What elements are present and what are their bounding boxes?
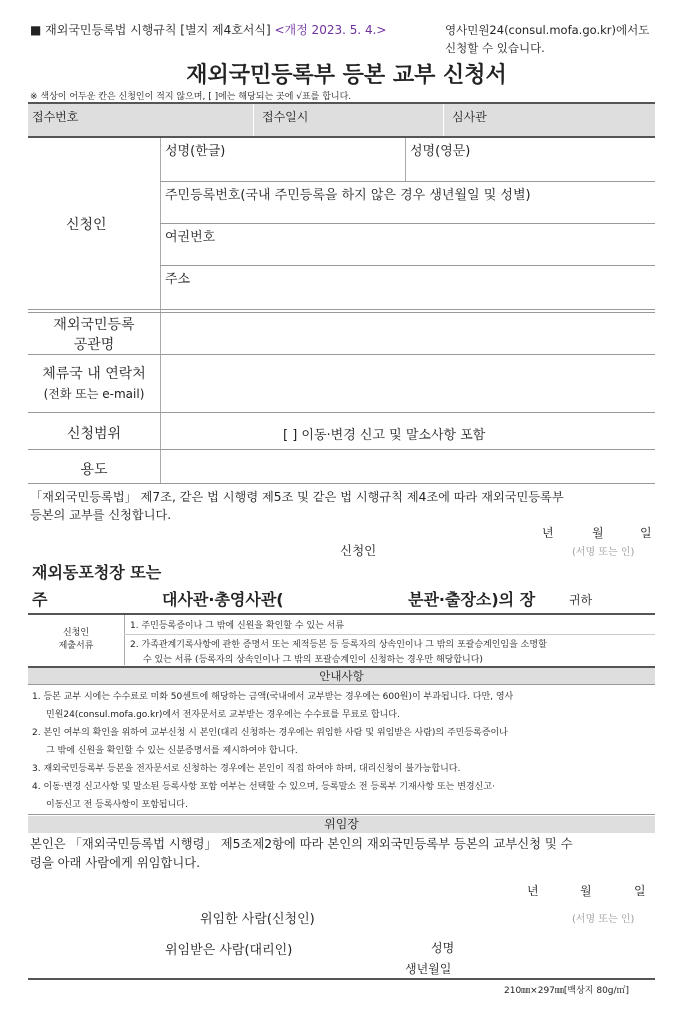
purpose-label: 용도 (80, 462, 108, 478)
online-notice-line2: 신청할 수 있습니다. (445, 41, 545, 55)
documents-label-line1: 신청인 (62, 628, 90, 638)
guide-item-1-line1: 1. 등본 교부 시에는 수수료로 미화 50센트에 해당하는 금액(국내에서 교부받는 경우에는 600원)이 부과됩니다. 다만, 영사 (32, 692, 514, 702)
delegator-label: 위임한 사람(신청인) (200, 912, 315, 927)
form-ref-text: ■ 재외국민등록법 시행규칙 [별지 제4호서식] (30, 23, 271, 37)
recipient-honorific: 귀하 (569, 593, 593, 607)
declaration-month: 월 (592, 526, 604, 540)
mission-input[interactable] (162, 314, 652, 352)
delegation-line2: 령을 아래 사람에게 위임합니다. (30, 856, 201, 870)
recipient-line1: 재외동포청장 또는 (32, 563, 162, 582)
mission-label-line1: 재외국민등록 (53, 317, 135, 333)
delegation-day: 일 (634, 884, 646, 898)
scope-checkbox-option[interactable]: [ ] 이동·변경 신고 및 말소사항 포함 (283, 428, 486, 443)
guide-item-3: 3. 재외국민등록부 등본을 전자문서로 신청하는 경우에는 본인이 직접 하여야 하며, 대리신청이 불가능합니다. (32, 764, 461, 774)
name-korean-field[interactable]: 성명(한글) (165, 144, 226, 159)
instruction-note: ※ 색상이 어두운 칸은 신청인이 적지 않으며, [ ]에는 해당되는 곳에 √표를 합니다. (30, 92, 352, 102)
mission-label-line2: 공관명 (73, 337, 115, 353)
document-item-1: 1. 주민등록증이나 그 밖에 신원을 확인할 수 있는 서류 (130, 621, 345, 631)
online-notice (445, 21, 649, 57)
delegation-text (30, 835, 573, 873)
delegation-line1: 본인은 「재외국민등록법 시행령」 제5조제2항에 따라 본인의 재외국민등록부 등본의 교부신청 및 수 (30, 837, 573, 851)
documents-label (28, 627, 124, 653)
page-title: 재외국민등록부 등본 교부 신청서 (186, 63, 507, 88)
delegator-signature-field[interactable]: (서명 또는 인) (572, 914, 635, 925)
purpose-input[interactable] (162, 451, 652, 482)
receipt-number-label: 접수번호 (32, 110, 79, 124)
declaration-line1: 「재외국민등록법」 제7조, 같은 법 시행령 제5조 및 같은 법 시행규칙 제4조에 따라 재외국민등록부 (30, 490, 564, 504)
office-use-row (28, 104, 655, 136)
guide-item-1-line2: 민원24(consul.mofa.go.kr)에서 전자문서로 교부받는 경우에는 수수료를 무료로 합니다. (46, 710, 400, 720)
paper-spec-footer: 210㎜×297㎜[백상지 80g/㎡] (504, 986, 630, 996)
declaration-text (30, 488, 564, 524)
address-field[interactable]: 주소 (165, 272, 191, 287)
delegation-month: 월 (580, 884, 592, 898)
guide-item-4-line2: 이동신고 전 등록사항이 포함됩니다. (46, 800, 188, 810)
contact-label (28, 364, 160, 404)
guide-title: 안내사항 (28, 668, 655, 684)
revision-date: <개정 2023. 5. 4.> (274, 23, 387, 37)
guide-item-2-line2: 그 밖에 신원을 확인할 수 있는 신분증명서를 제시하여야 합니다. (46, 746, 298, 756)
passport-number-field[interactable]: 여권번호 (165, 230, 216, 245)
document-item-2-line1: 2. 가족관계기록사항에 관한 증명서 또는 제적등본 등 등록자의 상속인이나 그 밖의 포괄승계인임을 소명할 (130, 640, 547, 650)
delegation-title: 위임장 (28, 816, 655, 833)
applicant-section-label: 신청인 (66, 217, 107, 233)
delegation-year: 년 (527, 884, 539, 898)
name-english-field[interactable]: 성명(영문) (410, 144, 471, 159)
scope-label: 신청범위 (66, 426, 122, 442)
declaration-signature-field[interactable]: (서명 또는 인) (572, 547, 635, 558)
receipt-date-label: 접수일시 (262, 110, 309, 124)
declaration-year: 년 (542, 526, 554, 540)
recipient-branch: 분관·출장소)의 장 (408, 590, 536, 609)
delegatee-birthdate-field[interactable]: 생년월일 (405, 962, 452, 976)
resident-number-field[interactable]: 주민등록번호(국내 주민등록을 하지 않은 경우 생년월일 및 성별) (165, 188, 531, 203)
recipient-mission-type: 대사관·총영사관( (162, 590, 284, 609)
recipient-prefix: 주 (32, 590, 48, 609)
declaration-line2: 등본의 교부를 신청합니다. (30, 508, 172, 522)
mission-label (28, 315, 160, 355)
reviewer-label: 심사관 (452, 110, 487, 124)
guide-item-2-line1: 2. 본인 여부의 확인을 위하여 교부신청 시 본인(대리 신청하는 경우에는 위임한 사람 및 위임받은 사람)의 주민등록증이나 (32, 728, 508, 738)
delegatee-name-field[interactable]: 성명 (431, 941, 455, 955)
guide-item-4-line1: 4. 이동·변경 신고사항 및 말소된 등록사항 포함 여부는 선택할 수 있으며, 등록말소 전 등록부 기재사항 또는 변경신고· (32, 782, 495, 792)
declaration-applicant-label: 신청인 (340, 543, 377, 558)
online-notice-line1: 영사민원24(consul.mofa.go.kr)에서도 (445, 23, 650, 37)
contact-input[interactable] (162, 356, 652, 410)
delegatee-label: 위임받은 사람(대리인) (165, 943, 293, 958)
declaration-day: 일 (640, 526, 652, 540)
form-reference (30, 21, 387, 38)
contact-label-line1: 체류국 내 연락처 (42, 366, 146, 382)
documents-label-line2: 제출서류 (58, 641, 94, 651)
document-item-2-line2: 수 있는 서류 (등록자의 상속인이나 그 밖의 포괄승계인이 신청하는 경우만 해당합니다) (143, 655, 483, 665)
contact-label-line2: (전화 또는 e-mail) (43, 387, 145, 401)
